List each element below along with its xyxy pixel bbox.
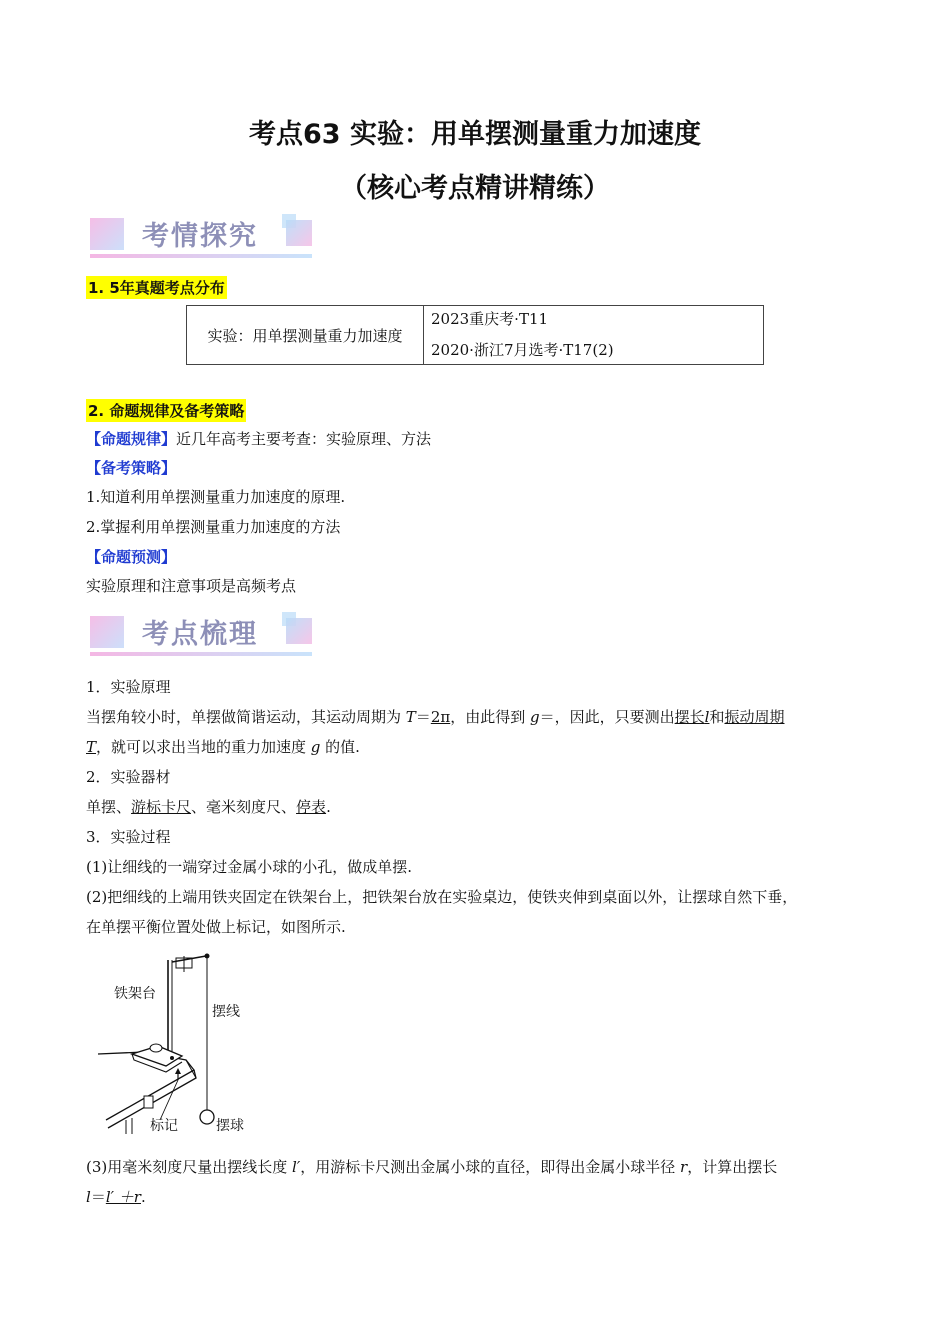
forecast-label: 【命题预测】 [86, 548, 177, 566]
section-banner-exam-analysis [90, 214, 312, 262]
strategy-label: 【备考策略】 [86, 459, 177, 477]
label-ball: 摆球 [216, 1118, 244, 1134]
pendulum-apparatus-figure [86, 948, 266, 1138]
forecast-text: 实验原理和注意事项是高频考点 [86, 577, 297, 595]
principle-paragraph: 当摆角较小时，单摆做简谐运动，其运动周期为 T＝2π，由此得到 g＝，因此，只要测出摆长l和振动周期 [86, 708, 785, 726]
label-iron-stand: 铁架台 [114, 986, 156, 1002]
section-heading-strategy: 2. 命题规律及备考策略 [86, 399, 246, 422]
underlined-term: 停表 [296, 798, 327, 816]
subsection-principle: 1．实验原理 [86, 678, 171, 696]
subsection-equipment: 2．实验器材 [86, 768, 171, 786]
underlined-term: 摆长l [674, 708, 710, 726]
rule-label: 【命题规律】 [86, 430, 177, 448]
section-heading-distribution: 1. 5年真题考点分布 [86, 276, 227, 299]
equipment-paragraph: 单摆、游标卡尺、毫米刻度尺、停表. [86, 798, 331, 816]
procedure-step-cont: 在单摆平衡位置处做上标记，如图所示. [86, 918, 346, 936]
procedure-step: (1)让细线的一端穿过金属小球的小孔，做成单摆. [86, 858, 413, 876]
underlined-term: l′ ＋r [105, 1188, 141, 1206]
subsection-procedure: 3．实验过程 [86, 828, 171, 846]
page-subtitle: （核心考点精讲精练） [340, 173, 610, 204]
principle-paragraph-cont: T，就可以求出当地的重力加速度 g 的值. [86, 738, 360, 756]
table-cell-exam: 2020·浙江7月选考·T17(2) [431, 341, 614, 359]
underlined-term: 振动周期 [724, 708, 785, 726]
page-title: 考点63 实验：用单摆测量重力加速度 [249, 119, 701, 150]
strategy-item: 2.掌握利用单摆测量重力加速度的方法 [86, 518, 341, 536]
strategy-item: 1.知道利用单摆测量重力加速度的原理. [86, 488, 346, 506]
table-cell-topic: 实验：用单摆测量重力加速度 [187, 306, 424, 364]
exam-distribution-table [186, 305, 764, 365]
banner-label: 考情探究 [142, 221, 258, 252]
section-banner-key-points [90, 612, 312, 660]
procedure-step-cont: l＝l′ ＋r. [86, 1188, 146, 1206]
rule-text: 近几年高考主要考查：实验原理、方法 [176, 430, 432, 448]
underlined-term: 游标卡尺 [131, 798, 192, 816]
banner-label: 考点梳理 [142, 619, 258, 650]
procedure-step: (3)用毫米刻度尺量出摆线长度 l′，用游标卡尺测出金属小球的直径，即得出金属小球半径 r，计算出摆长 [86, 1158, 778, 1176]
procedure-step: (2)把细线的上端用铁夹固定在铁架台上，把铁架台放在实验桌边，使铁夹伸到桌面以外，让摆球自然下垂， [86, 888, 798, 906]
rule-line [86, 429, 431, 449]
label-mark: 标记 [150, 1118, 178, 1134]
table-cell-exam: 2023重庆考·T11 [431, 310, 549, 328]
label-string: 摆线 [212, 1004, 240, 1020]
